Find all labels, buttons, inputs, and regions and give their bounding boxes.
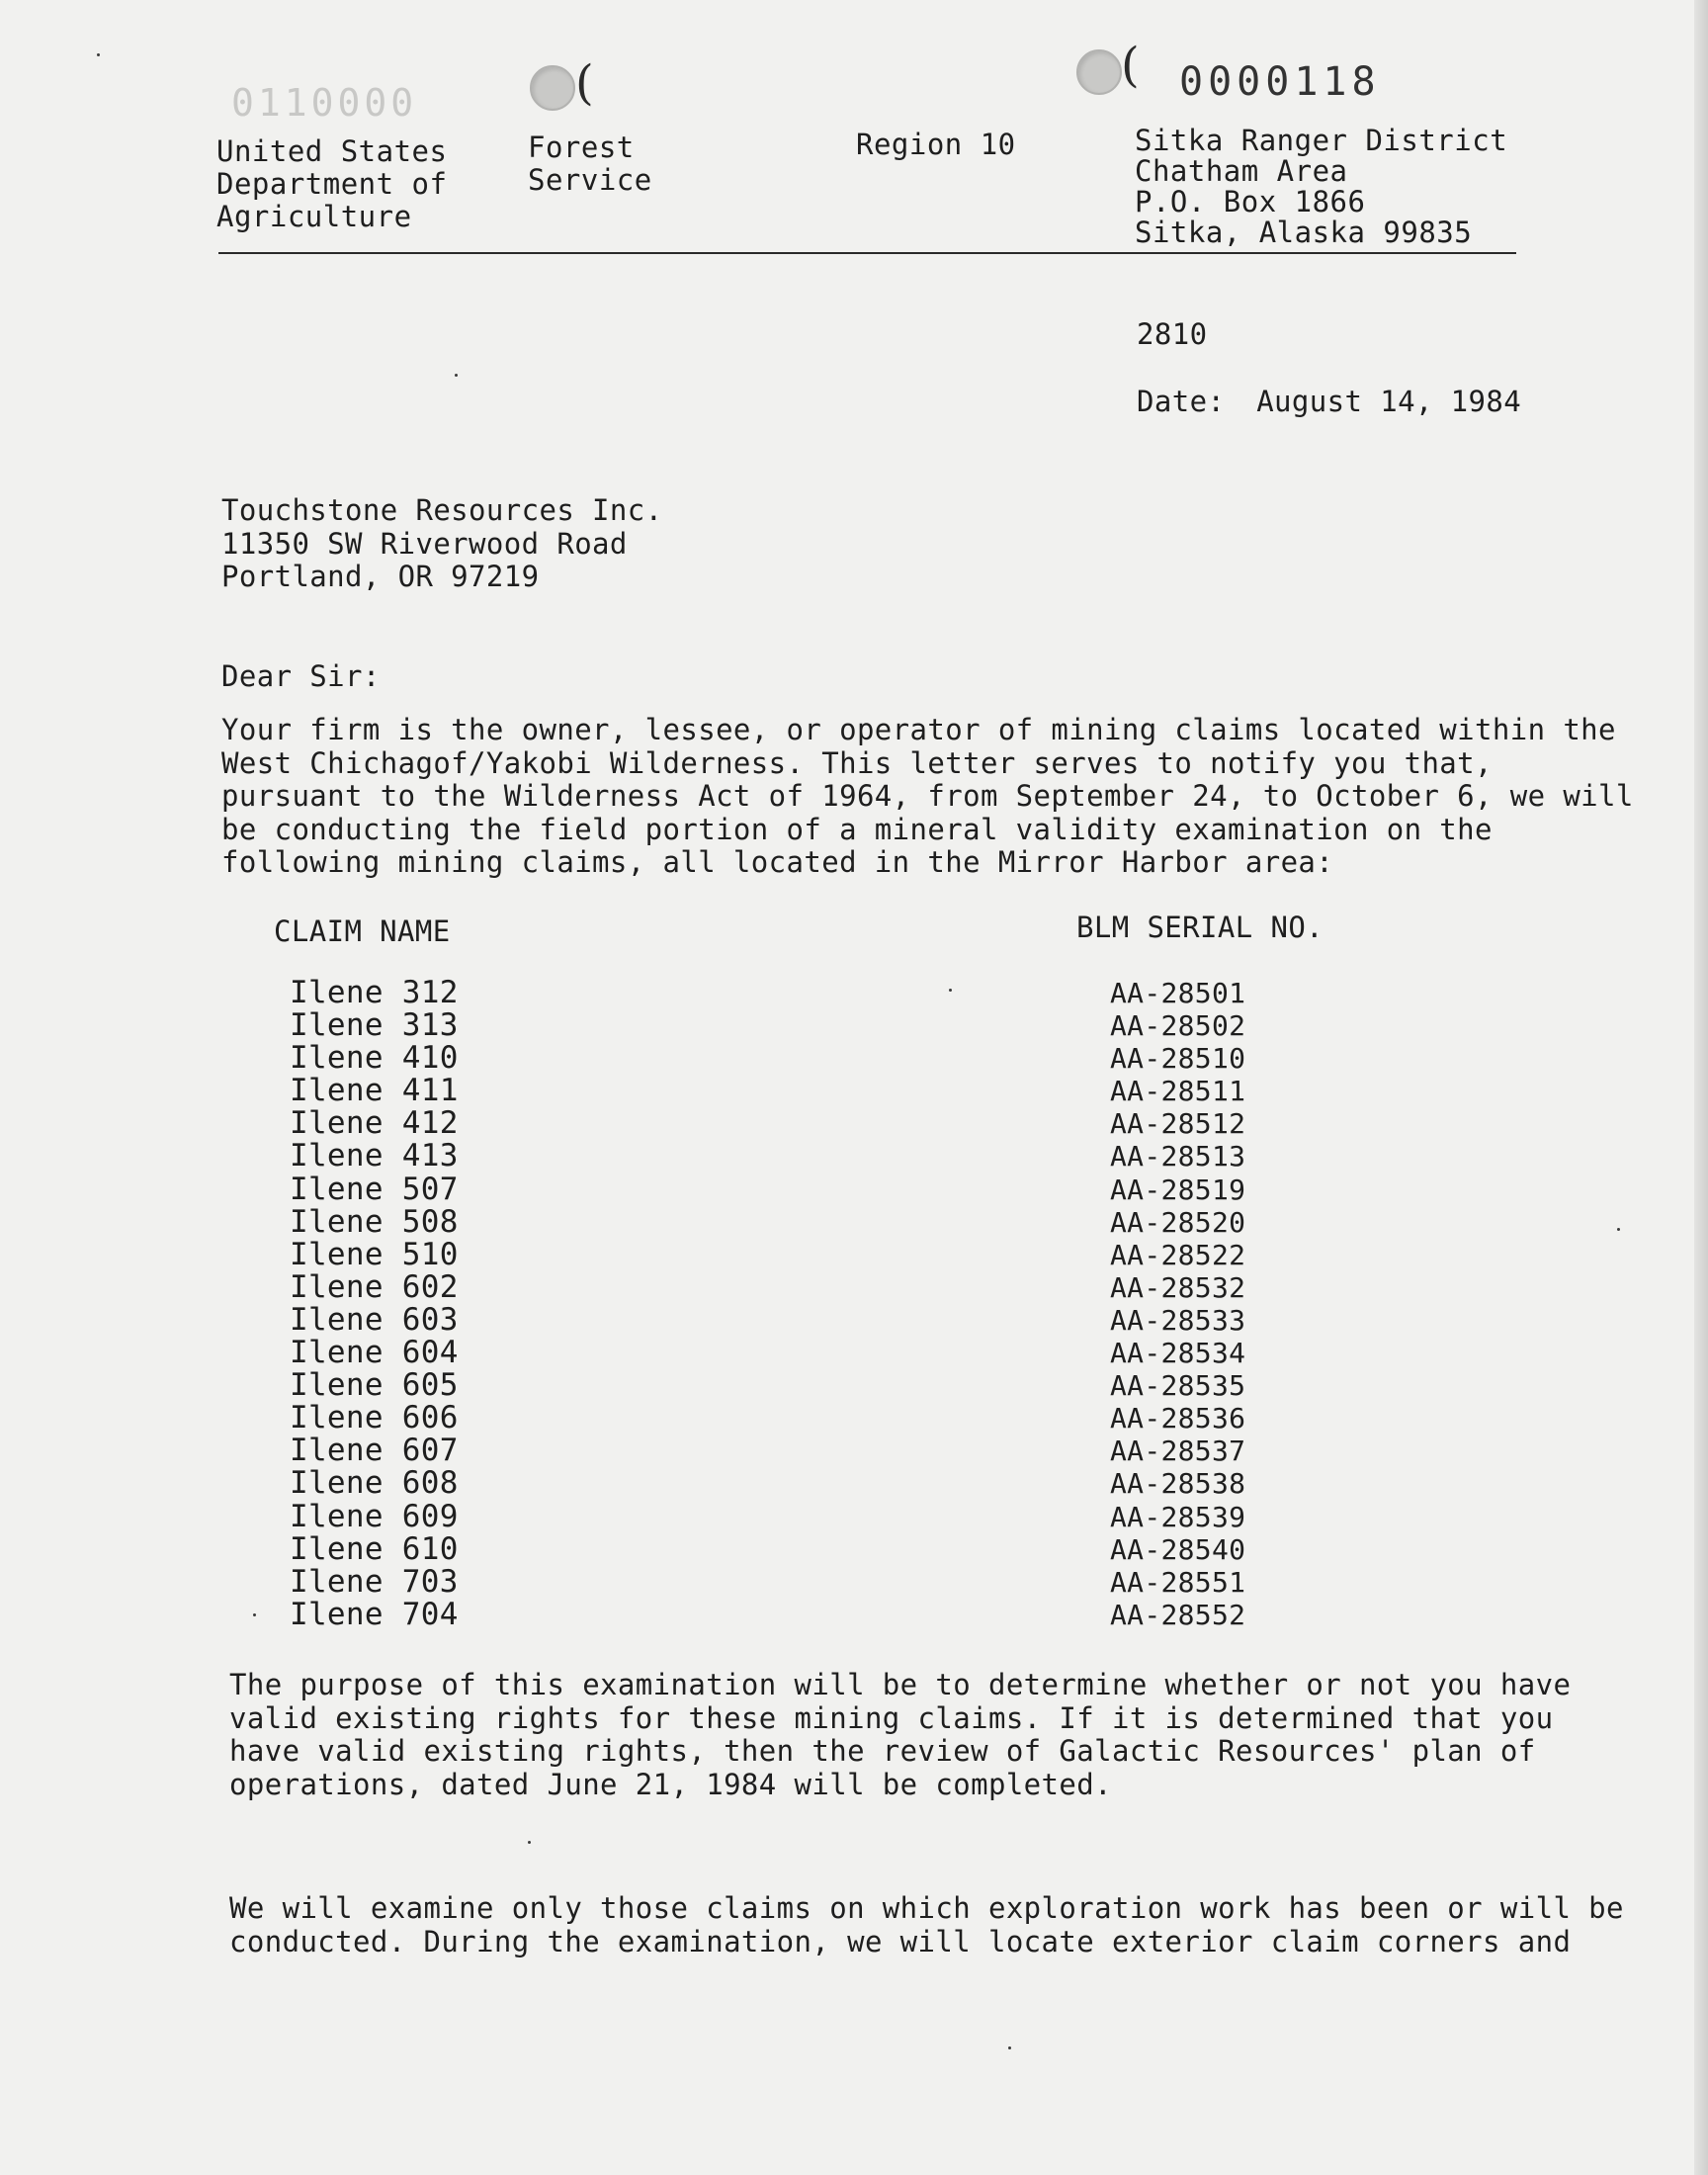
paragraph-line: Your firm is the owner, lessee, or operator of mining claims located within the [221, 713, 1616, 746]
address-line: P.O. Box 1866 [1135, 185, 1366, 218]
region-label: Region 10 [856, 128, 1016, 161]
date-value: August 14, 1984 [1256, 385, 1522, 418]
page-edge [1694, 0, 1708, 2175]
claim-name: Ilene 510 [290, 1236, 459, 1272]
claim-serial-number: AA-28536 [1110, 1402, 1246, 1436]
serial-number-column-header: BLM SERIAL NO. [1076, 911, 1324, 944]
claim-row [290, 977, 1278, 1009]
claim-name: Ilene 608 [290, 1465, 459, 1502]
claim-name: Ilene 606 [290, 1400, 459, 1436]
scan-speck [1617, 1228, 1620, 1231]
claim-serial-number: AA-28540 [1110, 1532, 1246, 1566]
claim-row [290, 1402, 1278, 1435]
service-line: Forest [528, 130, 635, 164]
claim-serial-number: AA-28532 [1110, 1270, 1246, 1304]
claim-name: Ilene 703 [290, 1563, 459, 1600]
claim-serial-number: AA-28535 [1110, 1369, 1246, 1403]
claim-serial-number: AA-28539 [1110, 1500, 1246, 1533]
intro-paragraph [221, 714, 1634, 880]
claim-serial-number: AA-28552 [1110, 1598, 1246, 1631]
address-line: Chatham Area [1135, 154, 1348, 188]
paragraph-line: following mining claims, all located in the Mirror Harbor area: [221, 845, 1334, 879]
claim-serial-number: AA-28502 [1110, 1009, 1246, 1043]
examination-paragraph [229, 1892, 1624, 1958]
file-code: 2810 [1137, 317, 1208, 351]
claim-row [290, 1467, 1278, 1500]
claim-row [290, 1530, 1278, 1567]
claim-row [290, 1498, 1278, 1534]
claim-serial-number: AA-28537 [1110, 1435, 1246, 1468]
claim-row [290, 1301, 1278, 1338]
claim-serial-number: AA-28522 [1110, 1238, 1246, 1271]
recipient-line: 11350 SW Riverwood Road [221, 526, 628, 561]
claims-table [290, 977, 1278, 1631]
agency-line: Agriculture [216, 200, 412, 233]
letterhead-rule [218, 252, 1516, 254]
claim-row [290, 1203, 1278, 1240]
claim-serial-number: AA-28538 [1110, 1467, 1246, 1501]
punch-hole-right-mark: ( [1121, 38, 1140, 93]
paragraph-line: West Chichagof/Yakobi Wilderness. This letter serves to notify you that, [221, 745, 1493, 780]
claim-row [290, 1596, 1278, 1632]
claim-name: Ilene 312 [290, 975, 459, 1010]
scan-speck [97, 53, 100, 56]
scan-speck [253, 1613, 256, 1616]
claim-serial-number: AA-28513 [1110, 1140, 1246, 1174]
claim-serial-number: AA-28534 [1110, 1337, 1246, 1370]
claim-name: Ilene 411 [290, 1073, 459, 1109]
paragraph-line: have valid existing rights, then the review of Galactic Resources' plan of [229, 1734, 1536, 1768]
claim-name: Ilene 410 [290, 1040, 459, 1077]
claim-name: Ilene 508 [290, 1203, 459, 1240]
claim-row [290, 1435, 1278, 1467]
claim-serial-number: AA-28510 [1110, 1042, 1246, 1076]
claim-name-column-header: CLAIM NAME [274, 914, 451, 948]
paragraph-line: valid existing rights for these mining claims. If it is determined that you [229, 1700, 1554, 1735]
recipient-line: Touchstone Resources Inc. [221, 493, 663, 527]
claim-serial-number: AA-28512 [1110, 1107, 1246, 1141]
service-name [528, 131, 652, 197]
claim-row [290, 1140, 1278, 1173]
ghost-number: 0110000 [231, 81, 418, 125]
punch-hole-left-mark: ( [575, 55, 594, 111]
letter-date [1137, 386, 1521, 419]
paragraph-line: The purpose of this examination will be to determine whether or not you have [229, 1668, 1572, 1701]
paragraph-line: operations, dated June 21, 1984 will be completed. [229, 1767, 1112, 1801]
agency-line: United States [216, 134, 448, 168]
claim-name: Ilene 602 [290, 1268, 459, 1305]
service-line: Service [528, 163, 652, 197]
claim-row [290, 1236, 1278, 1272]
date-label: Date: [1137, 385, 1226, 418]
district-address [1135, 126, 1507, 248]
claim-row [290, 1337, 1278, 1369]
document-stamp-number: 0000118 [1179, 59, 1381, 105]
claim-row [290, 1042, 1278, 1075]
address-line: Sitka Ranger District [1135, 124, 1508, 157]
claim-serial-number: AA-28519 [1110, 1173, 1246, 1206]
punch-hole-right [1076, 49, 1122, 95]
claim-serial-number: AA-28511 [1110, 1075, 1246, 1108]
paragraph-line: We will examine only those claims on which exploration work has been or will be [229, 1891, 1624, 1925]
claim-row [290, 1009, 1278, 1042]
claim-serial-number: AA-28533 [1110, 1303, 1246, 1337]
claim-name: Ilene 605 [290, 1367, 459, 1404]
scan-speck [949, 989, 952, 992]
claim-name: Ilene 412 [290, 1105, 459, 1142]
punch-hole-left [530, 65, 575, 111]
claim-name: Ilene 313 [290, 1007, 459, 1044]
claim-name: Ilene 610 [290, 1530, 459, 1567]
claim-row [290, 1075, 1278, 1107]
paragraph-line: pursuant to the Wilderness Act of 1964, from September 24, to October 6, we will [221, 779, 1634, 813]
claim-name: Ilene 603 [290, 1301, 459, 1338]
claim-row [290, 1369, 1278, 1402]
claim-serial-number: AA-28520 [1110, 1205, 1246, 1239]
claim-name: Ilene 704 [290, 1596, 459, 1632]
claim-row [290, 1171, 1278, 1207]
recipient-address [221, 494, 663, 594]
agency-line: Department of [216, 167, 448, 201]
claim-name: Ilene 604 [290, 1335, 459, 1371]
claim-name: Ilene 607 [290, 1433, 459, 1469]
claim-name: Ilene 507 [290, 1171, 459, 1207]
paragraph-line: conducted. During the examination, we will locate exterior claim corners and [229, 1924, 1572, 1958]
scan-speck [1008, 2046, 1011, 2049]
address-line: Sitka, Alaska 99835 [1135, 216, 1473, 249]
agency-name [216, 135, 447, 233]
salutation: Dear Sir: [221, 659, 381, 693]
claim-row [290, 1563, 1278, 1600]
claim-name: Ilene 609 [290, 1498, 459, 1534]
claim-name: Ilene 413 [290, 1138, 459, 1174]
claim-serial-number: AA-28551 [1110, 1565, 1246, 1599]
claim-row [290, 1268, 1278, 1305]
scan-speck [528, 1841, 531, 1844]
recipient-line: Portland, OR 97219 [221, 560, 540, 593]
claim-row [290, 1107, 1278, 1140]
scan-speck [455, 374, 458, 377]
purpose-paragraph [229, 1669, 1571, 1801]
paragraph-line: be conducting the field portion of a mineral validity examination on the [221, 812, 1493, 846]
claim-serial-number: AA-28501 [1110, 977, 1246, 1009]
